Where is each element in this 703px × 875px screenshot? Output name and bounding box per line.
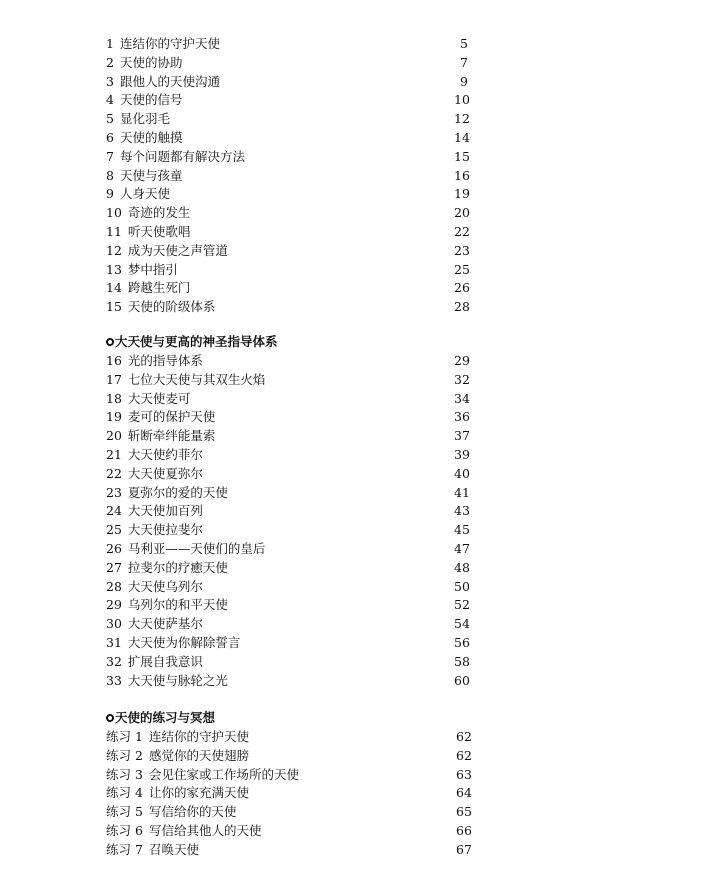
entry-title: 天使的阶级体系 [127,299,216,315]
toc-entry[interactable] [106,185,486,204]
entry-title: 马利亚——天使们的皇后 [127,540,266,556]
entry-page-number: 32 [454,371,470,387]
entry-page-number: 16 [454,167,470,183]
toc-entry[interactable] [106,408,486,427]
entry-number: 14 [106,280,122,296]
toc-entry[interactable] [106,653,486,672]
entry-page-number: 26 [454,280,470,296]
entry-page-number: 67 [456,841,472,857]
entry-page-number: 45 [454,522,470,538]
entry-number: 23 [106,484,122,500]
entry-page-number: 65 [456,804,472,820]
entry-page-number: 66 [456,822,472,838]
entry-title: 跨越生死门 [127,280,191,296]
entry-title: 写信给你的天使 [148,804,237,820]
toc-entry[interactable] [106,91,486,110]
entry-page-number: 12 [454,111,470,127]
toc-entry[interactable] [106,371,486,390]
toc-entry[interactable] [106,242,486,261]
toc-entry[interactable] [106,578,486,597]
entry-number: 12 [106,242,122,258]
entry-page-number: 36 [454,409,470,425]
toc-entry[interactable] [106,298,486,317]
entry-page-number: 23 [454,242,470,258]
entry-number: 3 [106,73,114,89]
entry-title: 成为天使之声管道 [127,242,228,258]
entry-title: 光的指导体系 [127,353,203,368]
toc-entry[interactable] [106,148,486,167]
entry-page-number: 20 [454,205,470,221]
entry-page-number: 47 [454,540,470,556]
toc-section-archangels [106,333,486,690]
entry-page-number: 15 [454,148,470,164]
entry-title: 大天使夏弥尔 [127,465,203,481]
entry-title: 麦可的保护天使 [127,409,216,425]
entry-page-number: 10 [454,92,470,108]
toc-entry[interactable] [106,279,486,298]
entry-page-number: 5 [460,36,468,51]
entry-number: 29 [106,597,122,613]
entry-page-number: 43 [454,503,470,519]
entry-title: 显化羽毛 [119,111,170,127]
entry-number: 27 [106,559,122,575]
entry-number: 11 [106,223,122,239]
entry-page-number: 50 [454,578,470,594]
entry-number: 16 [106,353,122,368]
toc-entry[interactable] [106,484,486,503]
entry-title: 大天使为你解除誓言 [127,634,241,650]
toc-entry[interactable] [106,427,486,446]
entry-title: 连结你的守护天使 [148,729,249,744]
entry-page-number: 22 [454,223,470,239]
entry-title: 天使的协助 [119,54,183,70]
toc-entry[interactable] [106,54,486,73]
entry-title: 召唤天使 [148,841,199,857]
toc-entry[interactable] [106,521,486,540]
entry-page-number: 64 [456,785,472,801]
entry-title: 天使的信号 [119,92,183,108]
toc-entry[interactable] [106,465,486,484]
entry-number: 25 [106,522,122,538]
entry-title: 跟他人的天使沟通 [119,73,220,89]
entry-number: 28 [106,578,122,594]
entry-number: 练习 4 [106,785,143,801]
entry-title: 大天使麦可 [127,390,191,406]
entry-page-number: 62 [456,729,472,744]
entry-number: 31 [106,634,122,650]
entry-number: 24 [106,503,122,519]
entry-number: 练习 6 [106,822,143,838]
entry-title: 每个问题都有解决方法 [119,148,245,164]
section-heading-text: 大天使与更高的神圣指导体系 [115,334,278,349]
entry-page-number: 52 [454,597,470,613]
circle-bullet-icon [106,338,114,346]
entry-page-number: 41 [454,484,470,500]
entry-title: 斩断牵绊能量索 [127,428,216,444]
toc-entry[interactable] [106,223,486,242]
entry-number: 10 [106,205,122,221]
entry-number: 22 [106,465,122,481]
entry-title: 奇迹的发生 [127,205,191,221]
entry-page-number: 14 [454,129,470,145]
entry-number: 8 [106,167,114,183]
toc-entry[interactable] [106,129,486,148]
entry-title: 大天使加百列 [127,503,203,519]
section-heading [106,709,486,727]
entry-number: 2 [106,54,114,70]
entry-number: 32 [106,653,122,669]
entry-number: 练习 5 [106,804,143,820]
entry-number: 练习 2 [106,747,143,763]
entry-number: 26 [106,540,122,556]
entry-title: 拉斐尔的疗癒天使 [127,559,228,575]
toc-entry[interactable] [106,672,486,691]
entry-number: 17 [106,371,122,387]
toc-entry[interactable] [106,110,486,129]
entry-page-number: 29 [454,353,470,368]
entry-title: 让你的家充满天使 [148,785,249,801]
toc-entry[interactable] [106,390,486,409]
section-heading-text: 天使的练习与冥想 [115,710,216,725]
entry-title: 感觉你的天使翅膀 [148,747,249,763]
entry-title: 乌列尔的和平天使 [127,597,228,613]
toc-section-exercises [106,709,486,860]
toc-entry[interactable] [106,841,486,860]
entry-page-number: 63 [456,766,472,782]
entry-title: 大天使约菲尔 [127,446,203,462]
entry-number: 1 [106,36,114,51]
entry-number: 7 [106,148,114,164]
entry-title: 扩展自我意识 [127,653,203,669]
toc-entry[interactable] [106,502,486,521]
toc-entry[interactable] [106,261,486,280]
toc-entry[interactable] [106,559,486,578]
entry-title: 七位大天使与其双生火焰 [127,371,266,387]
toc-entry[interactable] [106,596,486,615]
entry-title: 大天使萨基尔 [127,616,203,632]
toc-entry[interactable] [106,766,486,785]
entry-title: 写信给其他人的天使 [148,822,262,838]
toc-entry[interactable] [106,822,486,841]
entry-number: 30 [106,616,122,632]
toc-entry[interactable] [106,784,486,803]
toc-entry[interactable] [106,634,486,653]
toc-entry[interactable] [106,615,486,634]
entry-title: 大天使拉斐尔 [127,522,203,538]
entry-number: 33 [106,672,122,688]
entry-number: 20 [106,428,122,444]
entry-number: 18 [106,390,122,406]
entry-number: 4 [106,92,114,108]
entry-title: 会见住家或工作场所的天使 [148,766,299,782]
entry-number: 练习 7 [106,841,143,857]
toc-entry[interactable] [106,167,486,186]
entry-page-number: 62 [456,747,472,763]
entry-number: 13 [106,261,122,277]
entry-number: 5 [106,111,114,127]
entry-page-number: 34 [454,390,470,406]
entry-title: 天使与孩童 [119,167,183,183]
toc-entry[interactable] [106,446,486,465]
toc-section-basics [106,35,486,317]
entry-page-number: 37 [454,428,470,444]
entry-page-number: 40 [454,465,470,481]
entry-title: 大天使乌列尔 [127,578,203,594]
entry-page-number: 28 [454,299,470,315]
toc-entry[interactable] [106,73,486,92]
toc-entry[interactable] [106,803,486,822]
entry-page-number: 48 [454,559,470,575]
entry-title: 听天使歌唱 [127,223,191,239]
entry-number: 19 [106,409,122,425]
entry-page-number: 54 [454,616,470,632]
entry-page-number: 19 [454,186,470,202]
entry-number: 练习 3 [106,766,143,782]
toc-entry[interactable] [106,352,486,371]
toc-entry[interactable] [106,204,486,223]
toc-entry[interactable] [106,747,486,766]
toc-entry[interactable] [106,35,486,54]
entry-number: 6 [106,129,114,145]
entry-page-number: 25 [454,261,470,277]
entry-number: 练习 1 [106,729,143,744]
entry-number: 9 [106,186,114,202]
entry-title: 人身天使 [119,186,170,202]
entry-title: 连结你的守护天使 [119,36,220,51]
entry-page-number: 7 [460,54,468,70]
entry-title: 大天使与脉轮之光 [127,672,228,688]
entry-title: 天使的触摸 [119,129,183,145]
entry-title: 梦中指引 [127,261,178,277]
entry-number: 21 [106,446,122,462]
entry-page-number: 39 [454,446,470,462]
toc-entry[interactable] [106,540,486,559]
entry-page-number: 60 [454,672,470,688]
entry-title: 夏弥尔的爱的天使 [127,484,228,500]
entry-page-number: 56 [454,634,470,650]
entry-page-number: 58 [454,653,470,669]
entry-page-number: 9 [460,73,468,89]
section-heading [106,333,486,351]
toc-entry[interactable] [106,728,486,747]
entry-number: 15 [106,299,122,315]
circle-bullet-icon [106,714,114,722]
